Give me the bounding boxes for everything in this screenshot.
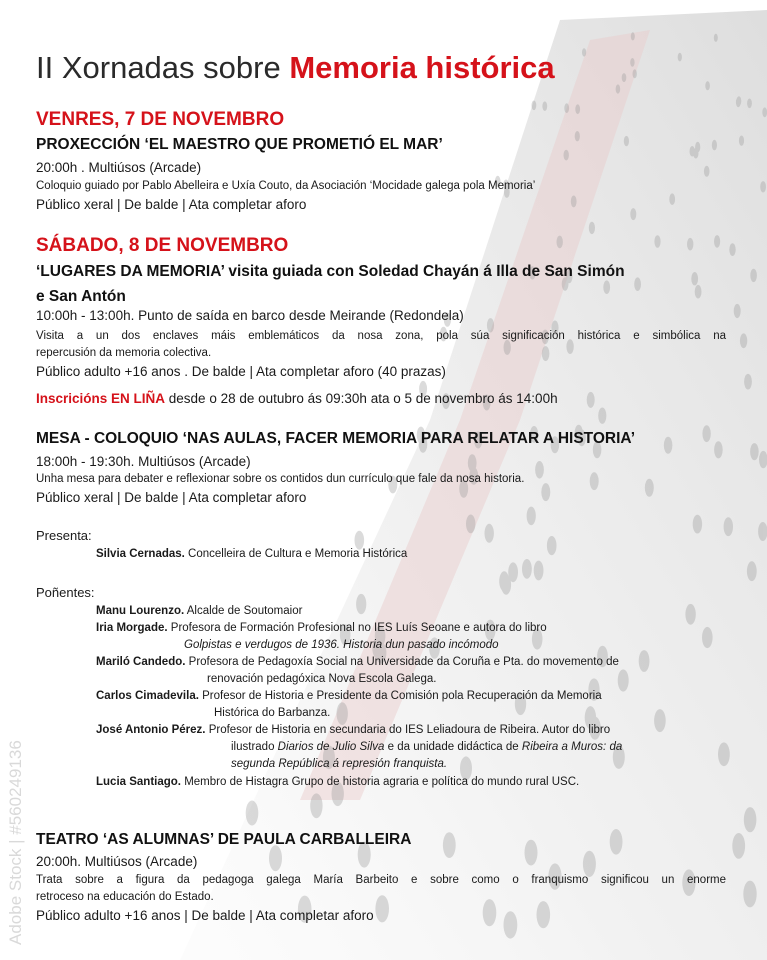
- crowd-figure: [310, 793, 322, 818]
- visit-time-place: 10:00h - 13:00h. Punto de saída en barco desde Meirande (Redondela): [36, 308, 464, 323]
- crowd-figure: [691, 272, 698, 285]
- speaker-name: Lucia Santiago.: [96, 776, 181, 788]
- page-title: [36, 46, 555, 90]
- crowd-figure: [375, 895, 389, 922]
- title-prefix: II Xornadas sobre: [36, 50, 290, 85]
- crowd-figure: [356, 594, 366, 614]
- theatre-title: TEATRO ‘AS ALUMNAS’ DE PAULA CARBALLEIRA: [36, 831, 412, 848]
- crowd-figure: [542, 346, 550, 361]
- crowd-figure: [443, 832, 456, 858]
- theatre-access: Público adulto +16 anos | De balde | Ata completar aforo: [36, 908, 374, 923]
- crowd-figure: [744, 807, 757, 832]
- saturday-date: SÁBADO, 8 DE NOVEMBRO: [36, 235, 289, 256]
- speaker-role: Membro de Histagra Grupo de historia agraria e política do mundo rural USC.: [181, 776, 580, 788]
- crowd-figure: [762, 107, 767, 117]
- visit-description-line2: repercusión da memoria colectiva.: [36, 347, 212, 359]
- crowd-figure: [504, 911, 518, 938]
- speaker-book-title-continued: segunda República á represión franquista.: [231, 758, 448, 770]
- crowd-figure: [633, 69, 637, 78]
- crowd-figure: [654, 235, 660, 248]
- crowd-figure: [744, 374, 752, 390]
- speaker-name: José Antonio Pérez.: [96, 724, 206, 736]
- friday-event-title: PROXECCIÓN ‘EL MAESTRO QUE PROMETIÓ EL MAR’: [36, 136, 443, 153]
- crowd-figure: [571, 196, 577, 208]
- crowd-figure: [702, 425, 710, 442]
- crowd-figure: [747, 561, 757, 581]
- speaker-role-continued: renovación pedagóxica Nova Escola Galega.: [207, 673, 437, 685]
- crowd-figure: [724, 517, 733, 536]
- crowd-figure: [483, 899, 497, 926]
- crowd-figure: [616, 84, 621, 93]
- presenter-label: Presenta:: [36, 528, 92, 543]
- crowd-figure: [466, 515, 475, 534]
- title-highlight: Memoria histórica: [289, 50, 555, 85]
- speaker-item: [96, 603, 302, 619]
- crowd-figure: [537, 901, 551, 928]
- speaker-role: Profesor de Historia en secundaria do IES Leliadoura de Ribeira. Autor do libro: [205, 724, 611, 736]
- crowd-figure: [690, 146, 695, 157]
- crowd-figure: [669, 193, 675, 205]
- crowd-figure: [631, 32, 635, 40]
- crowd-figure: [732, 833, 745, 859]
- crowd-figure: [737, 96, 742, 106]
- speaker-role: Profesor de Historia e Presidente da Comisión pola Recuperación da Memoria: [198, 690, 602, 702]
- crowd-figure: [750, 443, 759, 460]
- crowd-figure: [760, 181, 766, 192]
- crowd-figure: [525, 840, 538, 866]
- crowd-figure: [743, 881, 756, 908]
- crowd-figure: [564, 103, 569, 113]
- panel-time-place: 18:00h - 19:30h. Multiúsos (Arcade): [36, 454, 251, 469]
- crowd-figure: [564, 150, 569, 161]
- crowd-figure: [542, 101, 547, 111]
- speaker-name: Carlos Cimadevila.: [96, 690, 199, 702]
- crowd-figure: [654, 709, 666, 732]
- speaker-name: Manu Lourenzo.: [96, 605, 185, 617]
- crowd-figure: [527, 507, 536, 526]
- crowd-figure: [622, 73, 627, 82]
- crowd-figure: [522, 559, 532, 579]
- panel-title: MESA - COLOQUIO ‘NAS AULAS, FACER MEMORIA PARA RELATAR A HISTORIA’: [36, 430, 636, 447]
- crowd-figure: [729, 243, 735, 256]
- signup-dates: desde o 28 de outubro ás 09:30h ata o 5 de novembro ás 14:00h: [165, 391, 558, 406]
- crowd-figure: [590, 472, 599, 490]
- speaker-book-title: Ribeira a Muros: da: [521, 741, 623, 753]
- crowd-figure: [534, 561, 544, 581]
- crowd-figure: [693, 515, 702, 534]
- speaker-item: [96, 688, 602, 704]
- speaker-item: [96, 620, 547, 636]
- crowd-figure: [740, 333, 747, 348]
- crowd-figure: [685, 604, 695, 625]
- crowd-figure: [630, 58, 634, 67]
- crowd-figure: [557, 236, 563, 249]
- crowd-figure: [664, 437, 673, 454]
- speaker-role-continued: Histórica do Barbanza.: [214, 707, 331, 719]
- crowd-figure: [547, 536, 557, 555]
- crowd-figure: [645, 479, 654, 497]
- crowd-figure: [630, 208, 636, 220]
- crowd-figure: [582, 48, 586, 56]
- stock-watermark: Adobe Stock | #560249136: [6, 740, 25, 945]
- visit-title-line2: e San Antón: [36, 288, 126, 305]
- presenter-name: Silvia Cernadas.: [96, 548, 185, 560]
- crowd-figure: [589, 222, 595, 234]
- theatre-description-line1: Trata sobre a figura da pedagoga galega María Barbeito e sobre como o franquismo significou un enorme: [36, 874, 726, 886]
- speaker-role: Profesora de Pedagoxía Social na Universidade da Coruña e Pta. do movemento de: [185, 656, 619, 668]
- speaker-item: [96, 654, 619, 670]
- crowd-figure: [618, 669, 629, 691]
- panel-description: Unha mesa para debater e reflexionar sobre os contidos dun currículo que fale da nosa historia.: [36, 473, 525, 485]
- friday-access: Público xeral | De balde | Ata completar aforo: [36, 197, 307, 212]
- crowd-figure: [734, 304, 741, 318]
- visit-access: Público adulto +16 anos . De balde | Ata completar aforo (40 prazas): [36, 364, 446, 379]
- crowd-figure: [702, 627, 713, 648]
- crowd-figure: [499, 571, 509, 591]
- crowd-figure: [739, 136, 744, 146]
- speaker-text: ilustrado: [231, 741, 278, 753]
- crowd-figure: [541, 483, 550, 501]
- crowd-figure: [634, 277, 641, 291]
- signup-label: Inscricións EN LIÑA: [36, 391, 166, 406]
- theatre-description-line2: retroceso na educación do Estado.: [36, 891, 214, 903]
- crowd-figure: [714, 34, 718, 42]
- crowd-figure: [750, 269, 757, 282]
- speaker-role: Profesora de Formación Profesional no IES Luís Seoane e autora do libro: [167, 622, 547, 634]
- presenter: [96, 546, 407, 562]
- crowd-figure: [714, 235, 720, 248]
- speaker-role-continued: [231, 739, 622, 755]
- friday-time-place: 20:00h . Multiúsos (Arcade): [36, 160, 202, 175]
- speaker-role: Alcalde de Soutomaior: [184, 605, 303, 617]
- crowd-figure: [747, 99, 752, 109]
- speaker-book-title: Diarios de Julio Silva: [277, 741, 385, 753]
- crowd-figure: [687, 238, 693, 251]
- crowd-figure: [532, 101, 537, 111]
- crowd-figure: [639, 650, 650, 672]
- speaker-item: [96, 774, 579, 790]
- speaker-name: Mariló Candedo.: [96, 656, 186, 668]
- theatre-time-place: 20:00h. Multiúsos (Arcade): [36, 854, 198, 869]
- presenter-role: Concelleira de Cultura e Memoria Histórica: [184, 548, 408, 560]
- speaker-name: Iria Morgade.: [96, 622, 168, 634]
- crowd-figure: [587, 392, 595, 408]
- crowd-figure: [598, 408, 606, 424]
- crowd-figure: [575, 104, 580, 114]
- crowd-figure: [575, 131, 580, 141]
- crowd-figure: [712, 140, 717, 151]
- crowd-figure: [678, 53, 682, 62]
- crowd-figure: [714, 441, 723, 458]
- crowd-figure: [535, 461, 544, 479]
- visit-description-line1: Visita a un dos enclaves máis emblemáticos da nosa zona, pola súa significación histórica e simbólica na: [36, 330, 726, 342]
- crowd-figure: [704, 166, 710, 177]
- crowd-figure: [485, 524, 494, 543]
- crowd-figure: [695, 285, 702, 299]
- friday-date: VENRES, 7 DE NOVEMBRO: [36, 109, 285, 130]
- visit-title-line1: ‘LUGARES DA MEMORIA’ visita guiada con Soledad Chayán á Illa de San Simón: [36, 263, 625, 280]
- crowd-figure: [705, 81, 710, 90]
- friday-description: Coloquio guiado por Pablo Abelleira e Uxía Couto, da Asociación ‘Mocidade galega pola Memoria’: [36, 180, 536, 192]
- crowd-figure: [718, 742, 730, 766]
- crowd-figure: [246, 801, 259, 826]
- signup-info: [36, 389, 558, 408]
- speaker-text: e da unidade didáctica de: [384, 741, 522, 753]
- crowd-figure: [610, 829, 623, 855]
- speaker-item: [96, 722, 610, 738]
- speaker-book-title: Golpistas e verdugos de 1936. Historia dun pasado incómodo: [184, 639, 499, 651]
- crowd-figure: [624, 136, 629, 146]
- panel-access: Público xeral | De balde | Ata completar aforo: [36, 490, 307, 505]
- speakers-label: Poñentes:: [36, 585, 95, 600]
